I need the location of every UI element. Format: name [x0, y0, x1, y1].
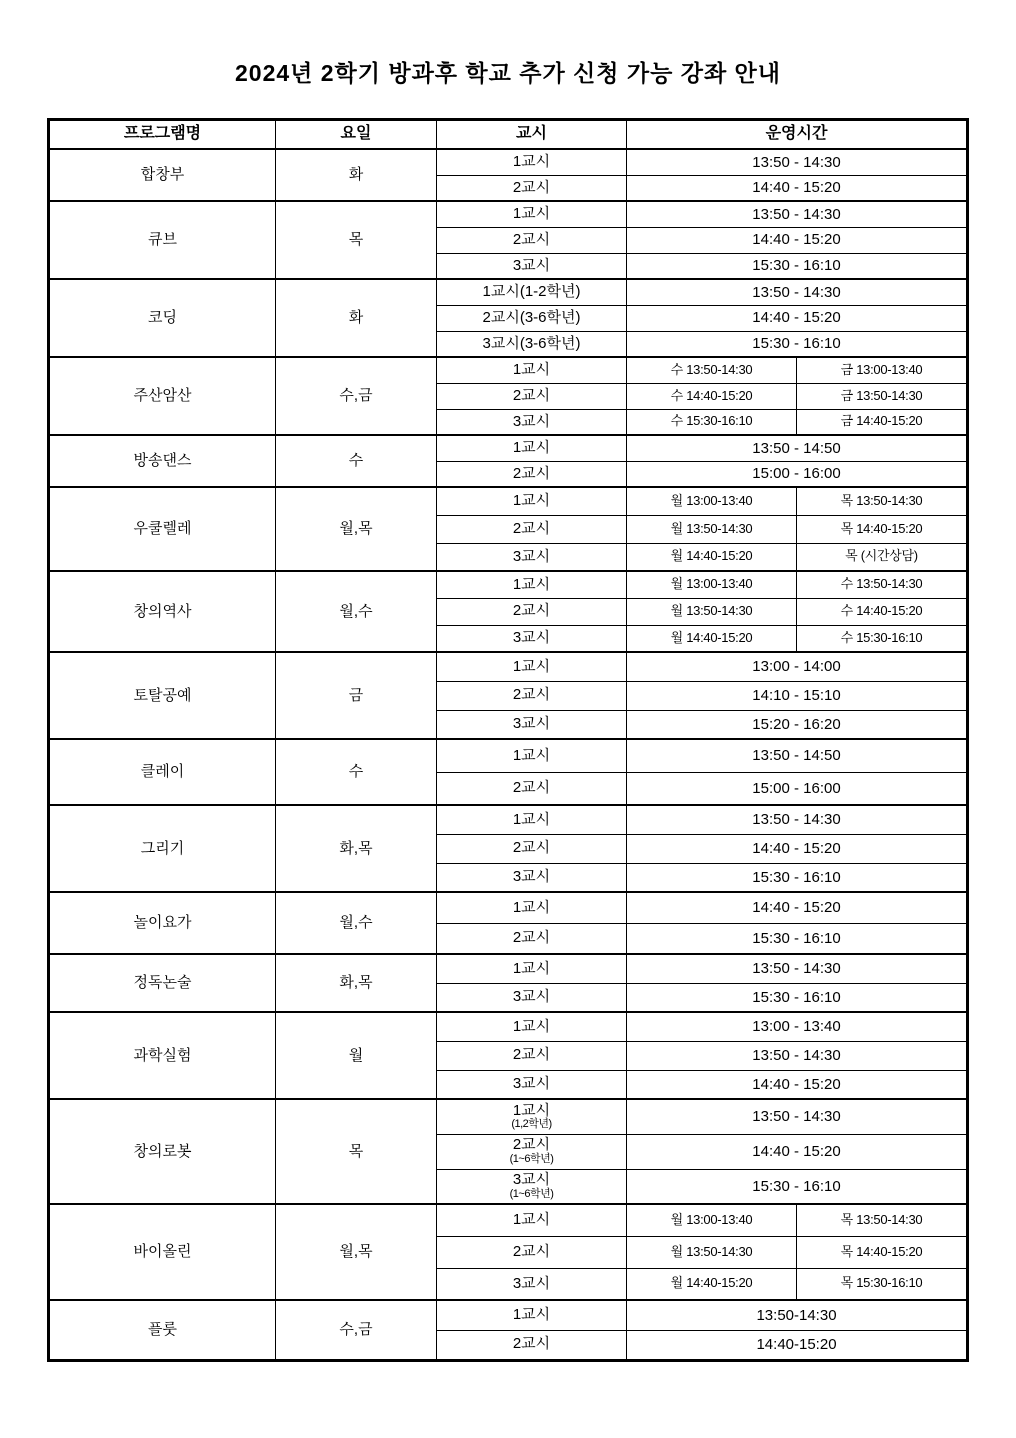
time-cell: 15:30 - 16:10 [627, 1169, 968, 1204]
period-label: 2교시 [512, 929, 551, 946]
period-cell [437, 227, 627, 253]
period-row [49, 1300, 968, 1330]
time-cell: 13:50 - 14:30 [627, 1099, 968, 1134]
period-row [49, 954, 968, 983]
time-cell: 목 15:30-16:10 [797, 1268, 968, 1300]
period-cell [437, 409, 627, 435]
period-cell [437, 1134, 627, 1169]
time-cell: 목 13:50-14:30 [797, 1204, 968, 1236]
period-label: 2교시 [512, 686, 551, 704]
period-cell [437, 625, 627, 652]
period-label: 3교시 [512, 1075, 551, 1092]
period-cell [437, 834, 627, 863]
time-cell: 15:30 - 16:10 [627, 983, 968, 1012]
period-cell [437, 515, 627, 543]
period-cell [437, 571, 627, 598]
period-row [49, 487, 968, 515]
period-grade-note: (1~6학년) [509, 1152, 554, 1165]
period-row [49, 1204, 968, 1236]
day-cell: 화 [276, 149, 437, 201]
program-name-cell: 플룻 [49, 1300, 276, 1360]
time-cell: 13:00 - 14:00 [627, 652, 968, 681]
time-cell: 월 13:00-13:40 [627, 487, 797, 515]
period-row [49, 435, 968, 461]
period-cell [437, 739, 627, 772]
program-name-cell: 바이올린 [49, 1204, 276, 1300]
time-cell: 14:40 - 15:20 [627, 1134, 968, 1169]
time-cell: 수 13:50-14:30 [627, 357, 797, 383]
period-cell [437, 983, 627, 1012]
time-cell: 목 14:40-15:20 [797, 515, 968, 543]
period-label: 2교시 [512, 779, 551, 796]
period-label: 2교시 [512, 464, 551, 482]
after-school-schedule-table [47, 118, 969, 1362]
program-name-cell: 우쿨렐레 [49, 487, 276, 571]
period-label: 3교시(3-6학년) [482, 334, 581, 352]
period-label: 3교시 [512, 715, 551, 732]
day-cell: 수,금 [276, 1300, 437, 1360]
time-cell: 13:00 - 13:40 [627, 1012, 968, 1041]
period-label: 1교시 [512, 959, 551, 977]
program-name-cell: 코딩 [49, 279, 276, 357]
time-cell: 목 13:50-14:30 [797, 487, 968, 515]
period-label: 3교시 [512, 988, 551, 1005]
period-cell [437, 149, 627, 175]
period-cell [437, 1300, 627, 1330]
time-cell: 월 14:40-15:20 [627, 543, 797, 571]
time-cell: 13:50 - 14:30 [627, 954, 968, 983]
program-name-cell: 큐브 [49, 201, 276, 279]
program-name-cell: 합창부 [49, 149, 276, 201]
period-row [49, 652, 968, 681]
period-cell [437, 1041, 627, 1070]
day-cell: 수 [276, 739, 437, 805]
period-row [49, 149, 968, 175]
period-cell [437, 710, 627, 739]
time-cell: 14:40 - 15:20 [627, 834, 968, 863]
time-cell: 13:50-14:30 [627, 1300, 968, 1330]
program-name-cell: 토탈공예 [49, 652, 276, 739]
period-cell [437, 1099, 627, 1134]
time-cell: 13:50 - 14:30 [627, 201, 968, 227]
time-cell: 14:40 - 15:20 [627, 1070, 968, 1099]
program-name-cell: 클레이 [49, 739, 276, 805]
period-label: 3교시 [512, 412, 551, 430]
day-cell: 화,목 [276, 805, 437, 892]
period-label: 3교시 [512, 868, 551, 885]
time-cell: 수 15:30-16:10 [797, 625, 968, 652]
period-label: 3교시 [512, 629, 551, 646]
period-grade-note: (1~6학년) [509, 1187, 554, 1200]
period-cell [437, 1236, 627, 1268]
period-row [49, 892, 968, 923]
period-label: 2교시 [512, 1136, 551, 1154]
program-name-cell: 주산암산 [49, 357, 276, 435]
day-cell: 월,수 [276, 892, 437, 954]
period-cell [437, 923, 627, 954]
period-label: 2교시 [512, 1335, 551, 1353]
period-label: 1교시 [512, 657, 551, 675]
period-cell [437, 1070, 627, 1099]
period-cell [437, 331, 627, 357]
time-cell: 14:10 - 15:10 [627, 681, 968, 710]
period-label: 1교시 [512, 746, 551, 764]
period-row [49, 571, 968, 598]
schedule-table-body [49, 149, 968, 1360]
period-cell [437, 954, 627, 983]
time-cell: 15:30 - 16:10 [627, 253, 968, 279]
time-cell: 월 13:50-14:30 [627, 598, 797, 625]
period-cell [437, 1012, 627, 1041]
day-cell: 목 [276, 1099, 437, 1204]
day-cell: 수 [276, 435, 437, 487]
time-cell: 14:40 - 15:20 [627, 305, 968, 331]
period-cell [437, 652, 627, 681]
period-cell [437, 253, 627, 279]
period-label: 1교시 [512, 153, 551, 170]
period-label: 2교시 [512, 1046, 551, 1064]
period-cell [437, 1330, 627, 1360]
period-label: 1교시 [512, 1017, 551, 1035]
period-cell [437, 357, 627, 383]
period-label: 2교시 [512, 386, 551, 404]
period-cell [437, 543, 627, 571]
time-cell: 15:30 - 16:10 [627, 331, 968, 357]
period-cell [437, 681, 627, 710]
time-cell: 목 (시간상담) [797, 543, 968, 571]
period-label: 1교시 [512, 810, 551, 828]
time-cell: 15:00 - 16:00 [627, 772, 968, 805]
period-cell [437, 863, 627, 892]
time-cell: 14:40 - 15:20 [627, 227, 968, 253]
period-label: 1교시 [512, 205, 551, 222]
time-cell: 15:30 - 16:10 [627, 863, 968, 892]
period-label: 2교시 [512, 602, 551, 620]
period-cell [437, 175, 627, 201]
period-label: 2교시 [512, 178, 551, 196]
period-cell [437, 892, 627, 923]
period-cell [437, 383, 627, 409]
time-cell: 월 13:50-14:30 [627, 515, 797, 543]
program-name-cell: 그리기 [49, 805, 276, 892]
period-row [49, 1012, 968, 1041]
time-cell: 수 13:50-14:30 [797, 571, 968, 598]
program-name-cell: 놀이요가 [49, 892, 276, 954]
time-cell: 14:40 - 15:20 [627, 175, 968, 201]
program-name-cell: 정독논술 [49, 954, 276, 1012]
period-label: 3교시 [512, 256, 551, 274]
period-label: 1교시 [512, 575, 551, 593]
period-cell [437, 201, 627, 227]
time-cell: 월 13:00-13:40 [627, 571, 797, 598]
time-cell: 월 14:40-15:20 [627, 625, 797, 652]
time-cell: 월 13:00-13:40 [627, 1204, 797, 1236]
period-cell [437, 1268, 627, 1300]
time-cell: 13:50 - 14:30 [627, 149, 968, 175]
time-cell: 15:20 - 16:20 [627, 710, 968, 739]
day-cell: 월,목 [276, 1204, 437, 1300]
day-cell: 화,목 [276, 954, 437, 1012]
page-title: 2024년 2학기 방과후 학교 추가 신청 가능 강좌 안내 [234, 60, 781, 86]
time-cell: 14:40-15:20 [627, 1330, 968, 1360]
day-cell: 화 [276, 279, 437, 357]
period-row [49, 739, 968, 772]
day-cell: 월 [276, 1012, 437, 1099]
time-cell: 13:50 - 14:30 [627, 805, 968, 834]
time-cell: 금 14:40-15:20 [797, 409, 968, 435]
time-cell: 13:50 - 14:30 [627, 279, 968, 305]
period-label: 3교시 [512, 547, 551, 565]
period-cell [437, 461, 627, 487]
period-label: 1교시 [512, 898, 551, 916]
period-row [49, 201, 968, 227]
period-cell [437, 435, 627, 461]
period-label: 2교시 [512, 839, 551, 857]
time-cell: 월 13:50-14:30 [627, 1236, 797, 1268]
period-cell [437, 805, 627, 834]
period-label: 2교시 [512, 230, 551, 248]
period-label: 2교시(3-6학년) [482, 308, 581, 326]
time-cell: 13:50 - 14:30 [627, 1041, 968, 1070]
program-name-cell: 창의로봇 [49, 1099, 276, 1204]
time-cell: 13:50 - 14:50 [627, 739, 968, 772]
time-cell: 15:30 - 16:10 [627, 923, 968, 954]
period-label: 1교시 [512, 1101, 551, 1119]
time-cell: 월 14:40-15:20 [627, 1268, 797, 1300]
col-header-time: 운영시간 [627, 120, 968, 150]
col-header-program: 프로그램명 [49, 120, 276, 150]
period-cell [437, 279, 627, 305]
time-cell: 15:00 - 16:00 [627, 461, 968, 487]
time-cell: 수 14:40-15:20 [627, 383, 797, 409]
header-row [49, 120, 968, 150]
period-label: 1교시 [512, 492, 551, 509]
time-cell: 13:50 - 14:50 [627, 435, 968, 461]
period-label: 3교시 [512, 1171, 551, 1189]
period-label: 1교시 [512, 1306, 551, 1323]
day-cell: 금 [276, 652, 437, 739]
day-cell: 수,금 [276, 357, 437, 435]
period-cell [437, 772, 627, 805]
period-cell [437, 1169, 627, 1204]
time-cell: 목 14:40-15:20 [797, 1236, 968, 1268]
period-grade-note: (1,2학년) [511, 1118, 552, 1131]
day-cell: 월,목 [276, 487, 437, 571]
period-label: 1교시(1-2학년) [482, 283, 581, 300]
time-cell: 수 15:30-16:10 [627, 409, 797, 435]
time-cell: 수 14:40-15:20 [797, 598, 968, 625]
period-label: 1교시 [512, 1211, 551, 1228]
period-cell [437, 487, 627, 515]
period-label: 1교시 [512, 439, 551, 456]
time-cell: 금 13:00-13:40 [797, 357, 968, 383]
period-label: 2교시 [512, 519, 551, 537]
col-header-day: 요일 [276, 120, 437, 150]
time-cell: 14:40 - 15:20 [627, 892, 968, 923]
program-name-cell: 창의역사 [49, 571, 276, 652]
period-cell [437, 1204, 627, 1236]
period-row [49, 357, 968, 383]
period-row [49, 805, 968, 834]
col-header-period: 교시 [437, 120, 627, 150]
day-cell: 목 [276, 201, 437, 279]
period-row [49, 279, 968, 305]
period-label: 1교시 [512, 361, 551, 378]
period-cell [437, 598, 627, 625]
program-name-cell: 과학실험 [49, 1012, 276, 1099]
period-cell [437, 305, 627, 331]
time-cell: 금 13:50-14:30 [797, 383, 968, 409]
period-row [49, 1099, 968, 1134]
period-label: 2교시 [512, 1242, 551, 1260]
day-cell: 월,수 [276, 571, 437, 652]
program-name-cell: 방송댄스 [49, 435, 276, 487]
period-label: 3교시 [512, 1274, 551, 1292]
